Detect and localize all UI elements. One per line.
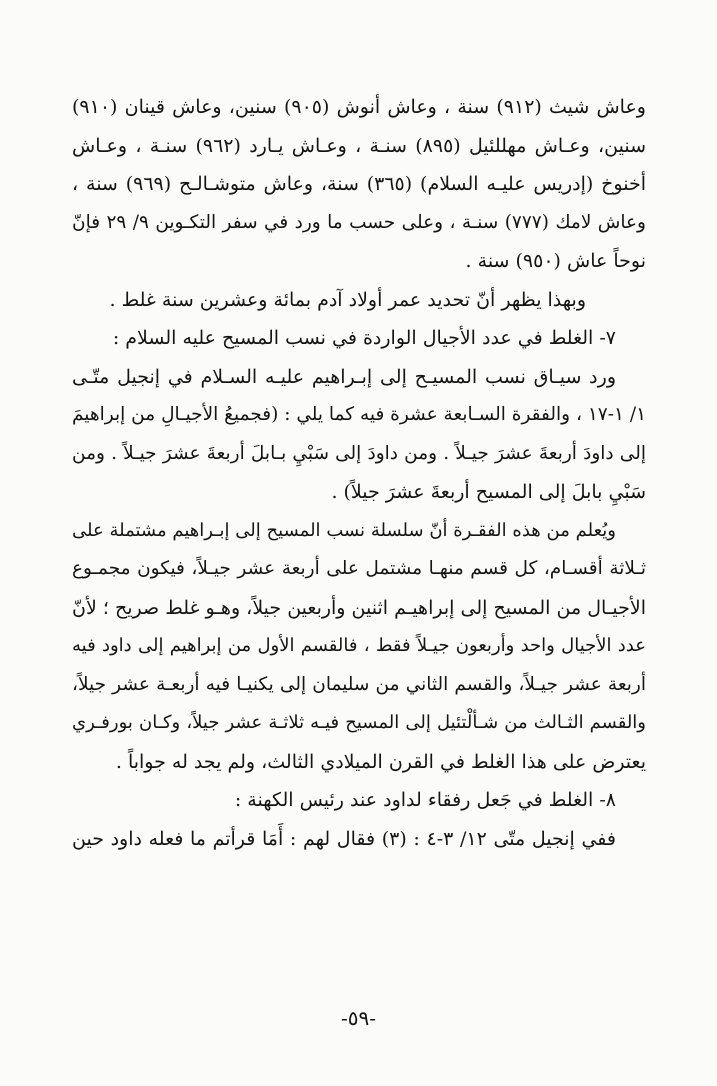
heading-line: ٧- الغلط في عدد الأجيال الواردة في نسب المسيح عليه السلام : [112, 327, 616, 349]
text-line: ثـلاثة أقسـام، كل قسم منهـا مشتمل على أربعة عشر جيـلاً، فيكون مجمـوع [72, 558, 646, 579]
paragraph-genealogy-analysis [72, 512, 646, 782]
text-line: إلى داودَ أربعةَ عشرَ جيـلاً . ومن داودَ إلى سَبْيِ بـابلَ أربعةَ عشرَ جيـلاً . ومن [72, 442, 646, 464]
page-text [72, 88, 646, 858]
text-line: وبهذا يظهر أنّ تحديد عمر أولاد آدم بمائة وعشرين سنة غلط . [109, 288, 586, 311]
text-line: سَبْيِ بابلَ إلى المسيح أربعةَ عشرَ جيلاً) . [331, 481, 646, 503]
text-line: الأجيـال من المسيح إلى إبراهيـم اثنين وأربعين جيلاً، وهـو غلط صريح ؛ لأنّ [72, 596, 646, 619]
section-heading-7 [72, 319, 646, 358]
text-line: ويُعلم من هذه الفقـرة أنّ سلسلة نسب المسيح إلى إبـراهيم مشتملة على [72, 519, 616, 541]
paragraph-lifespans [72, 88, 646, 281]
paragraph-conclusion [72, 281, 646, 320]
text-line: وعاش شيث (٩١٢) سنة ، وعاش أنوش (٩٠٥) سنين، وعاش قينان (٩١٠) [72, 96, 646, 118]
text-line: أربعة عشر جيـلاً، والقسم الثاني من سليمان إلى يكنيـا فيه أربعـة عشر جيلاً، [72, 673, 646, 695]
text-line: أخنوخ (إدريس عليـه السلام) (٣٦٥) سنة، وعاش متوشـالـح (٩٦٩) سنة ، [72, 173, 646, 195]
heading-line: ٨- الغلط في جَعل رفقاء لداود عند رئيس الكهنة : [234, 789, 616, 811]
text-line: والقسم الثـالث من شـألْتئيل إلى المسيح فيـه ثلاثـة عشر جيلاً، وكـان بورفـري [72, 712, 646, 733]
text-line: وعاش لامك (٧٧٧) سنـة ، وعلى حسب ما ورد في سفر التكـوين ٩/ ٢٩ فإنّ [72, 211, 646, 233]
text-line: عدد الأجيال واحد وأربعون جيـلاً فقط ، فالقسم الأول من إبراهيم إلى داود فيه [72, 635, 646, 656]
page-number: -٥٩- [340, 1006, 376, 1030]
text-line: يعترض على هذا الغلط في القرن الميلادي الثالث، ولم يجد له جواباً . [115, 750, 646, 773]
paragraph-matthew-quote [72, 820, 646, 859]
text-line: ففي إنجيل متّى ١٢/ ٣-٤ : (٣) فقال لهم : أَمَا قرأتم ما فعله داود حين [72, 827, 616, 850]
text-line: سنين، وعـاش مهللئيل (٨٩٥) سنـة ، وعـاش يـارد (٩٦٢) سنـة ، وعـاش [72, 134, 646, 157]
section-heading-8 [72, 781, 646, 820]
paragraph-genealogy-quote [72, 358, 646, 512]
text-line: ورد سيـاق نسب المسيـح إلى إبـراهيم عليـه السـلام في إنجيل متّـى [72, 365, 616, 388]
text-line: ١/ ١-١٧ ، والفقرة السـابعة عشرة فيه كما يلي : (فجميعُ الأجيـالِ من إبراهيمَ [72, 404, 646, 425]
text-line: نوحاً عاش (٩٥٠) سنة . [465, 250, 646, 272]
